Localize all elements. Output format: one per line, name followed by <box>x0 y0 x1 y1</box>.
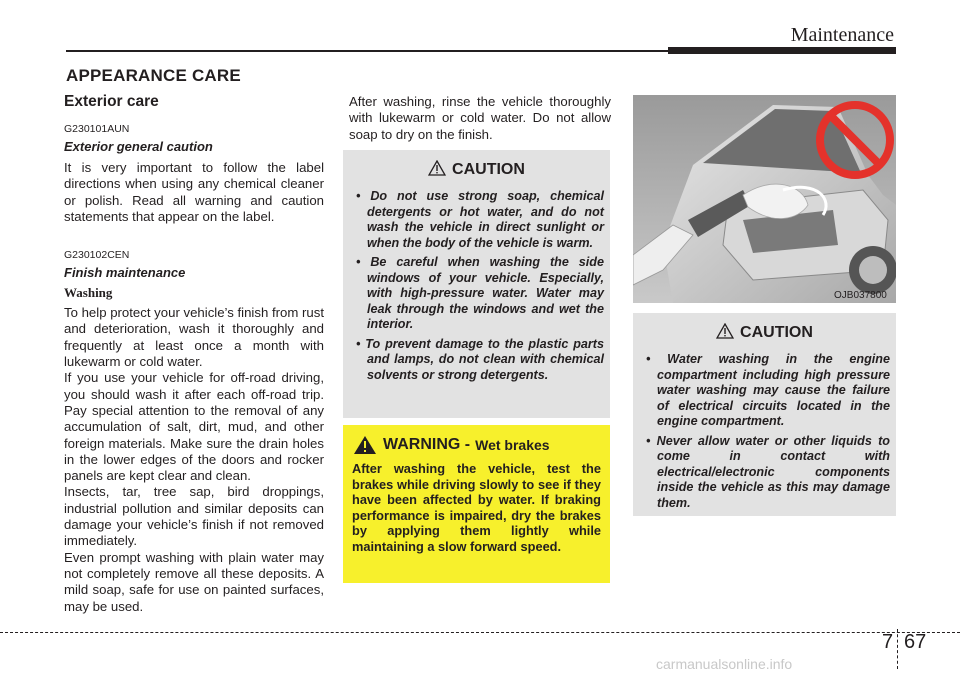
paragraph-deposits: Insects, tar, tree sap, bird droppings, industrial pollution and similar deposits can damage your vehicle’s finish if not removed immediately. <box>64 484 324 549</box>
paragraph-rinse: After washing, rinse the vehicle thoroughly with lukewarm or cold water. Do not allow soap to dry on the finish. <box>349 94 611 142</box>
caution-item: • To prevent damage to the plastic parts and lamps, do not clean with chemical solvents or strong detergents. <box>356 336 604 382</box>
paragraph-off-road: If you use your vehicle for off-road driving, you should wash it after each off-road trip. Pay special attention to the removal of any accumulation of salt, dirt, mud, and other foreign materials. Make sure the drain holes in the lower edges of the doors and rocker panels are kept clear and clean. <box>64 370 324 484</box>
ref-code-1: G230101AUN <box>64 123 130 135</box>
section-title: APPEARANCE CARE <box>66 66 241 85</box>
warning-triangle-icon <box>716 323 734 344</box>
caution-title: CAUTION <box>740 324 813 341</box>
caution-box-engine <box>633 313 896 516</box>
caution-title: CAUTION <box>452 161 525 178</box>
footer-rule <box>0 632 960 633</box>
image-reference-code: OJB037800 <box>834 290 887 301</box>
header-section-title: Maintenance <box>790 24 894 46</box>
paragraph-label-directions: It is very important to follow the label directions when using any chemical cleaner or polish. Read all warning and caution statements that appear on the label. <box>64 160 324 224</box>
subheading-general-caution: Exterior general caution <box>64 139 213 154</box>
header-bar <box>668 47 896 54</box>
caution-item: • Do not use strong soap, chemical detergents or hot water, and do not wash the vehicle in direct sunlight or when the body of the vehicle is warm. <box>356 189 604 250</box>
ref-code-2: G230102CEN <box>64 249 130 262</box>
warning-triangle-icon <box>428 160 446 181</box>
subheading-finish-maintenance: Finish maintenance <box>64 265 186 281</box>
caution-item: • Never allow water or other liquids to come in contact with electrical/electronic components inside the vehicle as this may damage them. <box>646 433 890 510</box>
warning-subtitle: Wet brakes <box>475 437 550 453</box>
heading-exterior-care: Exterior care <box>64 93 159 110</box>
caution-item: • Be careful when washing the side windows of your vehicle. Especially, with high-pressure water. Water may leak through the windows and wet the interior. <box>356 255 604 331</box>
watermark: carmanualsonline.info <box>656 656 793 672</box>
paragraph-mild-soap: Even prompt washing with plain water may not completely remove all these deposits. A mild soap, safe for use on painted surfaces, may be used. <box>64 549 324 614</box>
warning-box-wet-brakes <box>343 425 610 583</box>
caution-box-washing <box>343 150 610 418</box>
paragraph-wash-frequency: To help protect your vehicle’s finish from rust and deterioration, wash it thoroughly and frequently at least once a month with lukewarm or cold water. <box>64 305 324 370</box>
page-number: 67 <box>904 631 927 653</box>
warning-icon <box>353 435 377 455</box>
page-number-divider <box>897 629 898 669</box>
section-number: 7 <box>882 631 894 653</box>
column-1 <box>64 93 324 615</box>
subheading-washing: Washing <box>64 285 113 301</box>
warning-title: WARNING - <box>383 436 471 453</box>
engine-wash-illustration <box>633 95 896 303</box>
caution-item: • Water washing in the engine compartment including high pressure water washing may cause the failure of electrical circuits located in the engine compartment. <box>646 352 890 428</box>
header-rule <box>66 50 668 52</box>
warning-body: After washing the vehicle, test the brakes while driving slowly to see if they have been affected by water. If braking performance is impaired, dry the brakes by applying them lightly while maintaining a slow forward speed. <box>352 461 601 554</box>
